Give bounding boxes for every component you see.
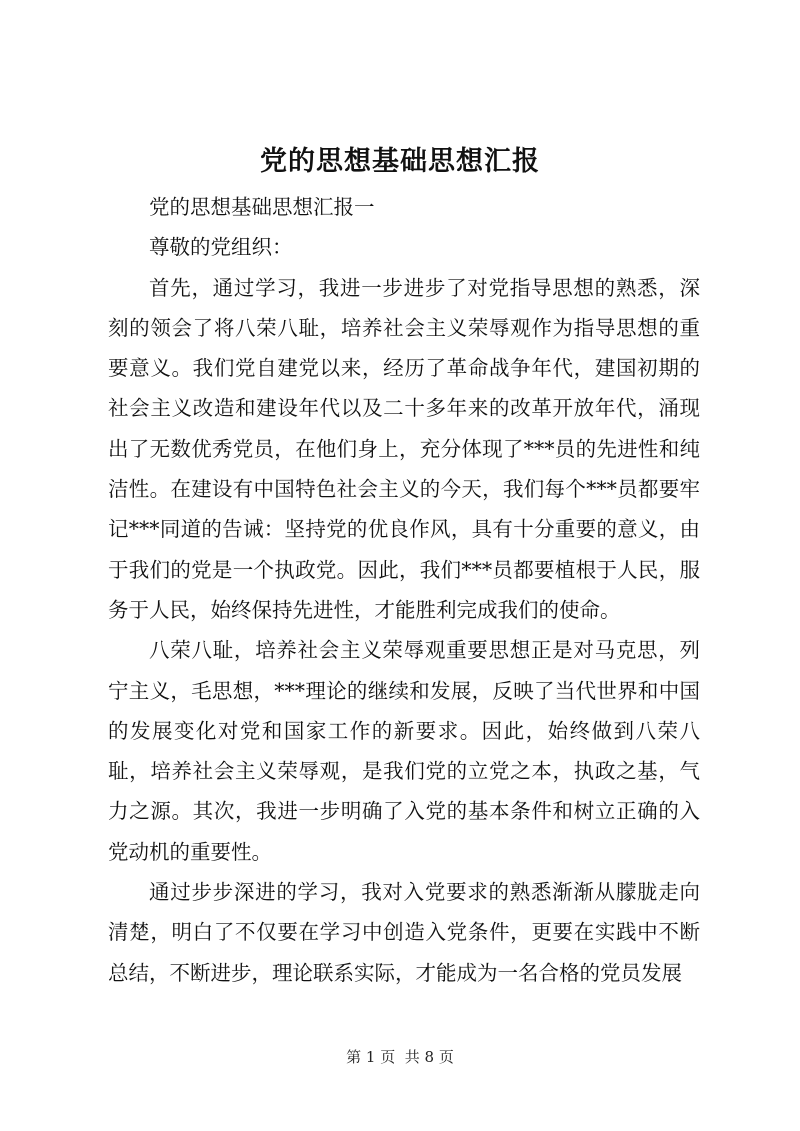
paragraph-subtitle: 党的思想基础思想汇报一	[149, 195, 375, 219]
paragraph-body-1: 首先，通过学习，我进一步进步了对党指导思想的熟悉，深刻的领会了将八荣八耻，培养社会主义荣辱观作为指导思想的重要意义。我们党自建党以来，经历了革命战争年代，建国初期的社会主义改造和建设年代以及二十多年来的改革开放年代，涌现出了无数优秀党员，在他们身上，充分体现了***员的先进性和纯洁性。在建设有中国特色社会主义的今天，我们每个***员都要牢记***同道的告诫：坚持党的优良作风，具有十分重要的意义，由于我们的党是一个执政党。因此，我们***员都要植根于人民，服务于人民，始终保持先进性，才能胜利完成我们的使命。	[108, 275, 700, 622]
paragraph-body-2: 八荣八耻，培养社会主义荣辱观重要思想正是对马克思，列宁主义，毛思想，***理论的继续和发展，反映了当代世界和中国的发展变化对党和国家工作的新要求。因此，始终做到八荣八耻，培养社会主义荣辱观，是我们党的立党之本，执政之基，气力之源。其次，我进一步明确了入党的基本条件和树立正确的入党动机的重要性。	[108, 638, 700, 864]
document-title: 党的思想基础思想汇报	[260, 146, 540, 177]
paragraph-body-3: 通过步步深进的学习，我对入党要求的熟悉渐渐从朦胧走向清楚，明白了不仅要在学习中创造入党条件，更要在实践中不断总结，不断进步，理论联系实际，才能成为一名合格的党员发展	[108, 880, 700, 985]
page-footer	[0, 1046, 800, 1068]
paragraph-salutation: 尊敬的党组织：	[149, 235, 293, 260]
page-number-label: 第 1 页 共 8 页	[346, 1048, 454, 1066]
document-body	[108, 187, 700, 993]
